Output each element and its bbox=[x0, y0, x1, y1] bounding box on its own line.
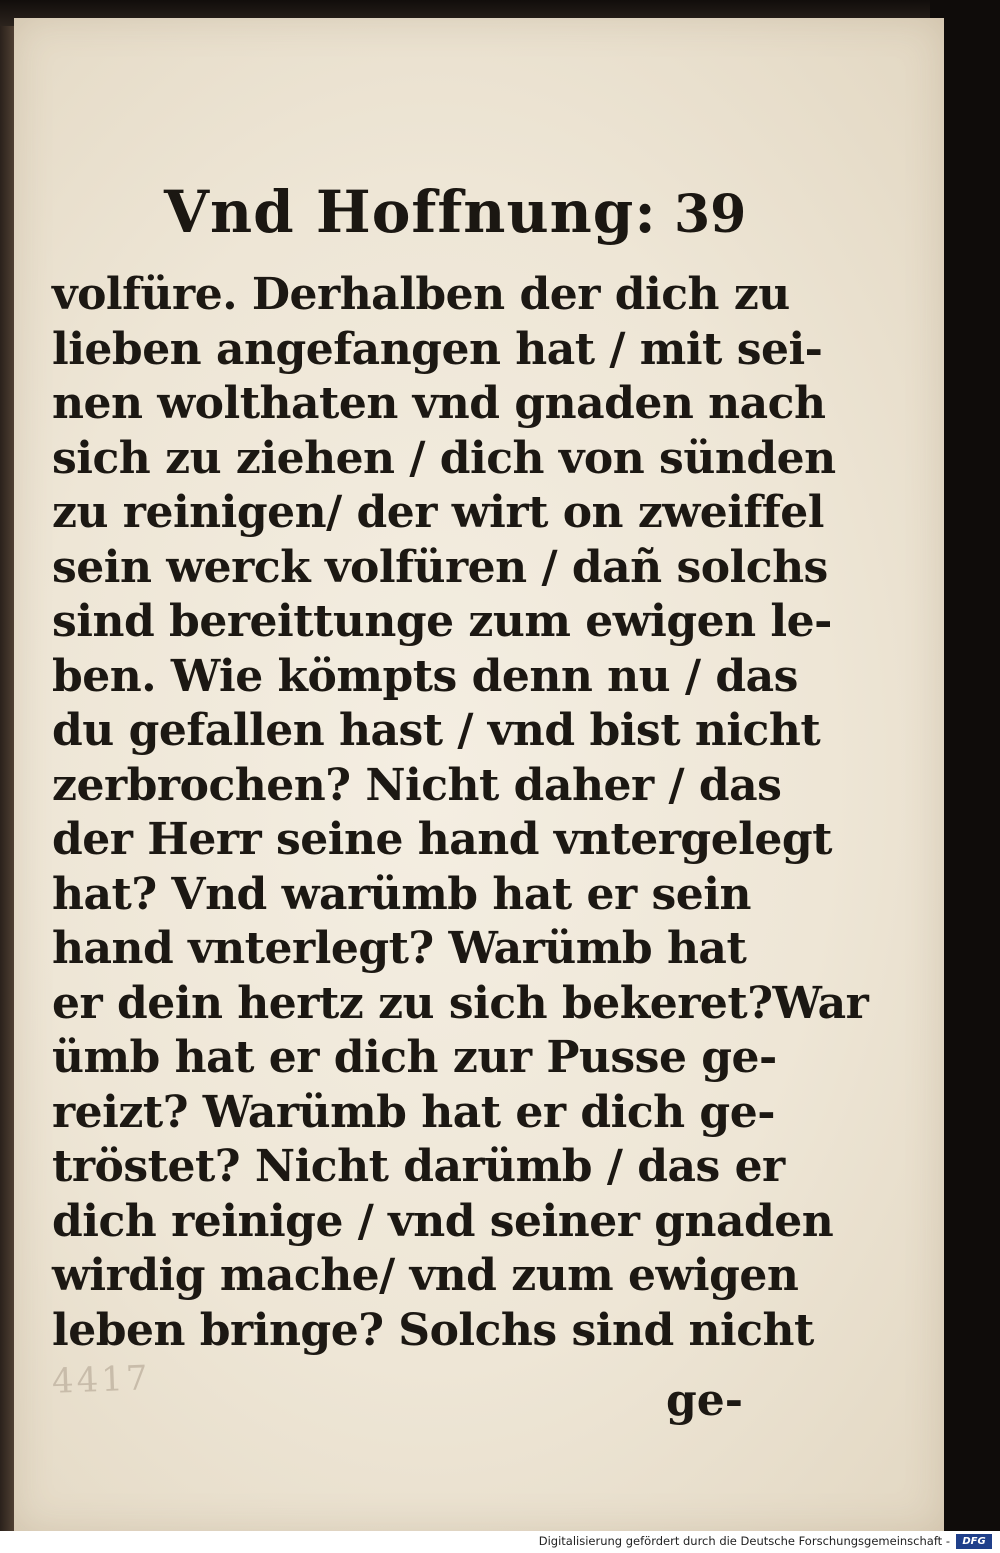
text-line: hat? Vnd warümb hat er sein bbox=[52, 868, 751, 920]
text-line: tröstet? Nicht darümb / das er bbox=[52, 1141, 785, 1192]
text-line: zu reinigen/ der wirt on zweiffel bbox=[52, 487, 824, 538]
text-line: sein werck volfüren / dañ solchs bbox=[52, 541, 828, 593]
book-page bbox=[14, 18, 944, 1532]
text-line: lieben angefangen hat / mit sei- bbox=[52, 323, 823, 375]
text-line: leben bringe? Solchs sind nicht bbox=[52, 1304, 814, 1356]
text-line: der Herr seine hand vntergelegt bbox=[52, 814, 832, 865]
funding-credit: Digitalisierung gefördert durch die Deutsche Forschungsgemeinschaft - bbox=[538, 1534, 950, 1548]
text-line: ümb hat er dich zur Pusse ge- bbox=[52, 1032, 777, 1083]
text-line: nen wolthaten vnd gnaden nach bbox=[52, 378, 826, 429]
catchword: ge- bbox=[666, 1375, 744, 1426]
text-line: volfüre. Derhalben der dich zu bbox=[52, 269, 790, 320]
text-line: sich zu ziehen / dich von sünden bbox=[52, 432, 836, 484]
text-line: wirdig mache/ vnd zum ewigen bbox=[52, 1250, 799, 1301]
text-line: hand vnterlegt? Warümb hat bbox=[52, 923, 747, 974]
body-text bbox=[52, 268, 869, 1358]
text-line: dich reinige / vnd seiner gnaden bbox=[52, 1195, 834, 1247]
page-header bbox=[14, 178, 944, 268]
digitization-footer bbox=[0, 1531, 1000, 1553]
text-line: er dein hertz zu sich bekeret?War bbox=[52, 977, 869, 1029]
text-line: ben. Wie kömpts denn nu / das bbox=[52, 650, 798, 702]
text-line: reizt? Warümb hat er dich ge- bbox=[52, 1086, 775, 1138]
page-number: 39 bbox=[674, 184, 747, 245]
text-line: sind bereittunge zum ewigen le- bbox=[52, 596, 832, 647]
text-line: du gefallen hast / vnd bist nicht bbox=[52, 705, 821, 756]
dfg-logo: DFG bbox=[956, 1534, 992, 1549]
library-shelf-mark: 4417 bbox=[51, 1358, 152, 1402]
text-line: zerbrochen? Nicht daher / das bbox=[52, 759, 782, 811]
running-head: Vnd Hoffnung: bbox=[164, 178, 657, 246]
